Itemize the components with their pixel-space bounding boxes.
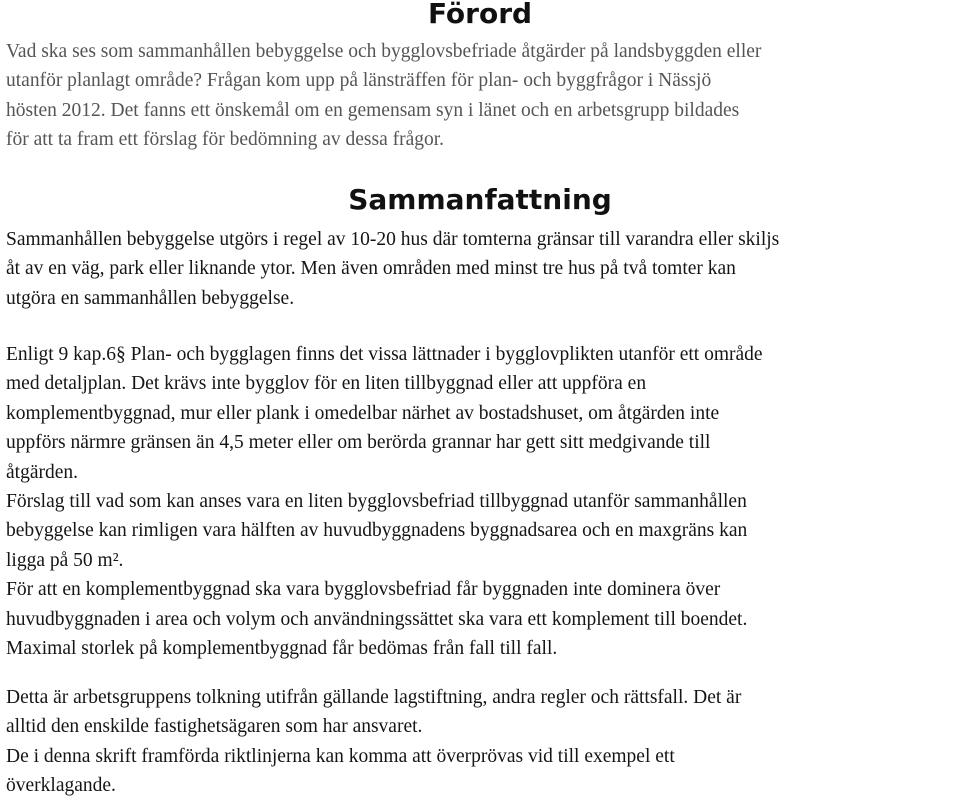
text-line: åtgärden. [6,461,79,483]
text-line: hösten 2012. Det fanns ett önskemål om en gemensam syn i länet och en arbetsgrupp bildades [6,99,740,121]
text-line: Detta är arbetsgruppens tolkning utifrån gällande lagstiftning, andra regler och rättsfall. Det är [6,687,742,708]
summary-paragraph [6,225,779,313]
closing-paragraph [6,683,741,801]
text-line: För att en komplementbyggnad ska vara bygglovsbefriad får byggnaden inte dominera över [6,579,721,601]
text-line: åt av en väg, park eller liknande ytor. Men även områden med minst tre hus på två tomter kan [6,258,736,280]
text-line: utanför planlagt område? Frågan kom upp på länsträffen för plan- och byggfrågor i Nässjö [6,70,712,92]
law-paragraph [6,340,763,663]
text-line: Sammanhållen bebyggelse utgörs i regel av 10-20 hus där tomterna gränsar till varandra eller skiljs [6,229,780,250]
text-line: bebyggelse kan rimligen vara hälften av huvudbyggnadens byggnadsarea och en maxgräns kan [6,520,748,542]
text-line: ligga på 50 m². [6,549,124,571]
text-line: utgöra en sammanhållen bebyggelse. [6,287,295,309]
text-line: Enligt 9 kap.6§ Plan- och bygglagen finns det vissa lättnader i bygglovplikten utanför ett område [6,344,763,365]
forord-paragraph [6,37,761,155]
text-line: alltid den enskilde fastighetsägaren som har ansvaret. [6,716,423,738]
sammanfattning-heading: Sammanfattning [348,183,612,216]
text-line: Vad ska ses som sammanhållen bebyggelse och bygglovsbefriade åtgärder på landsbyggden eller [6,41,762,62]
text-line: huvudbyggnaden i area och volym och användningssättet ska vara ett komplement till boendet. [6,608,748,630]
text-line: överklagande. [6,775,116,797]
forord-heading: Förord [427,0,533,30]
text-line: komplementbyggnad, mur eller plank i omedelbar närhet av bostadshuset, om åtgärden inte [6,402,720,424]
text-line: uppförs närmre gränsen än 4,5 meter eller om berörda grannar har gett sitt medgivande till [6,432,711,454]
text-line: för att ta fram ett förslag för bedömning av dessa frågor. [6,129,445,151]
text-line: Förslag till vad som kan anses vara en liten bygglovsbefriad tillbyggnad utanför sammanhållen [6,491,747,513]
text-line: De i denna skrift framförda riktlinjerna kan komma att överprövas vid till exempel ett [6,745,675,767]
text-line: Maximal storlek på komplementbyggnad får bedömas från fall till fall. [6,638,558,660]
text-line: med detaljplan. Det krävs inte bygglov för en liten tillbyggnad eller att uppföra en [6,373,647,395]
